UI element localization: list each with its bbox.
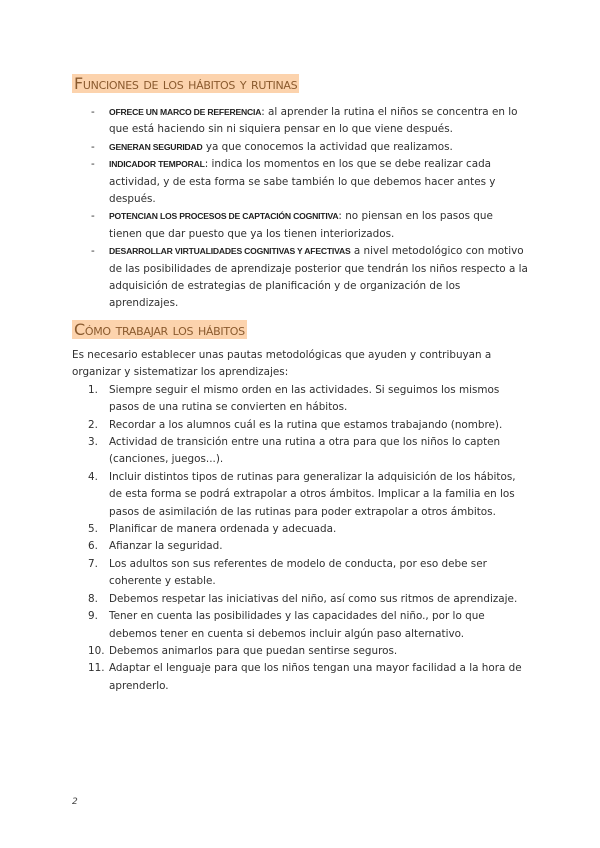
section-intro: Es necesario establecer unas pautas metodológicas que ayuden y contribuyan a organizar y sistematizar los aprendizajes:	[72, 349, 492, 379]
list-item	[72, 243, 528, 313]
list-item-text: : indica los momentos en los que se debe realizar cada actividad, y de esta forma se sabe también lo que debemos hacer antes y después.	[109, 158, 496, 206]
list-item	[72, 139, 528, 156]
list-item-number: 3.	[88, 436, 98, 449]
list-item	[72, 556, 528, 591]
list-item	[72, 608, 528, 643]
list-item-number: 8.	[88, 592, 98, 605]
list-item	[72, 591, 528, 608]
list-item	[72, 660, 528, 695]
list-item-term: POTENCIAN LOS PROCESOS DE CAPTACIÓN COGNITIVA	[109, 211, 339, 222]
list-item	[72, 643, 528, 660]
list-item	[72, 104, 528, 139]
list-item	[72, 208, 528, 243]
list-item-text: : no piensan en los pasos que tienen que dar puesto que ya los tienen interiorizados.	[109, 210, 493, 240]
list-item	[72, 156, 528, 208]
list-item-number: 2.	[88, 418, 98, 431]
list-item-text: ya que conocemos la actividad que realizamos.	[202, 140, 453, 153]
list-item-number: 10.	[88, 644, 105, 657]
list-item	[72, 382, 528, 417]
section-how-to	[72, 320, 528, 695]
list-item	[72, 469, 528, 521]
section-functions	[72, 74, 528, 313]
list-item-text: Debemos respetar las iniciativas del niño, así como sus ritmos de aprendizaje.	[109, 592, 518, 605]
list-item-text: Tener en cuenta las posibilidades y las capacidades del niño., por lo que debemos tener en cuenta si debemos incluir algún paso alternativo.	[109, 610, 485, 640]
list-item	[72, 417, 528, 434]
list-item-text: Adaptar el lenguaje para que los niños tengan una mayor facilidad a la hora de aprenderlo.	[109, 662, 522, 692]
section-functions-heading: Funciones de los hábitos y rutinas	[74, 74, 298, 93]
list-item	[72, 434, 528, 469]
list-item-text: a nivel metodológico con motivo de las posibilidades de aprendizaje posterior que tendrán los niños respecto a la adquisición de estrategias de planificación y de organización de los aprendizajes.	[109, 245, 528, 310]
steps-list	[72, 382, 528, 695]
section-how-to-heading: Cómo trabajar los hábitos	[74, 320, 245, 339]
list-item-term: DESARROLLAR VIRTUALIDADES COGNITIVAS Y AFECTIVAS	[109, 246, 351, 257]
list-item-term: INDICADOR TEMPORAL	[109, 159, 205, 170]
functions-list	[72, 104, 528, 313]
list-item-text: Debemos animarlos para que puedan sentirse seguros.	[109, 644, 398, 657]
list-item-number: 5.	[88, 523, 98, 536]
list-item	[72, 521, 528, 538]
list-item-term: GENERAN SEGURIDAD	[109, 141, 203, 152]
list-item-text: Recordar a los alumnos cuál es la rutina que estamos trabajando (nombre).	[109, 418, 503, 431]
list-item-text: Planificar de manera ordenada y adecuada.	[109, 523, 337, 536]
list-item-number: 4.	[88, 470, 98, 483]
list-item	[72, 538, 528, 555]
list-item-number: 11.	[88, 662, 105, 675]
list-item-text: Siempre seguir el mismo orden en las actividades. Si seguimos los mismos pasos de una rutina se convierten en hábitos.	[109, 383, 500, 414]
page-number: 2	[72, 797, 78, 807]
list-item-term: OFRECE UN MARCO DE REFERENCIA	[109, 107, 262, 117]
list-item-text: Los adultos son sus referentes de modelo de conducta, por eso debe ser coherente y estable.	[109, 557, 487, 588]
list-item-number: 1.	[88, 383, 98, 396]
list-item-text: Afianzar la seguridad.	[109, 540, 223, 553]
list-item-number: 9.	[88, 610, 98, 623]
list-item-number: 7.	[88, 557, 98, 570]
list-item-text: Incluir distintos tipos de rutinas para generalizar la adquisición de los hábitos, de esta forma se podrá extrapolar a otros ámbitos. Implicar a la familia en los pasos de asimilación de las rutinas para poder extrapolar a otros ámbitos.	[109, 470, 516, 518]
list-item-number: 6.	[88, 540, 98, 553]
list-item-text: Actividad de transición entre una rutina a otra para que los niños lo capten (canciones, juegos...).	[109, 436, 501, 466]
list-item-text: : al aprender la rutina el niños se concentra en lo que está haciendo sin ni siquiera pensar en lo que viene después.	[109, 106, 518, 136]
